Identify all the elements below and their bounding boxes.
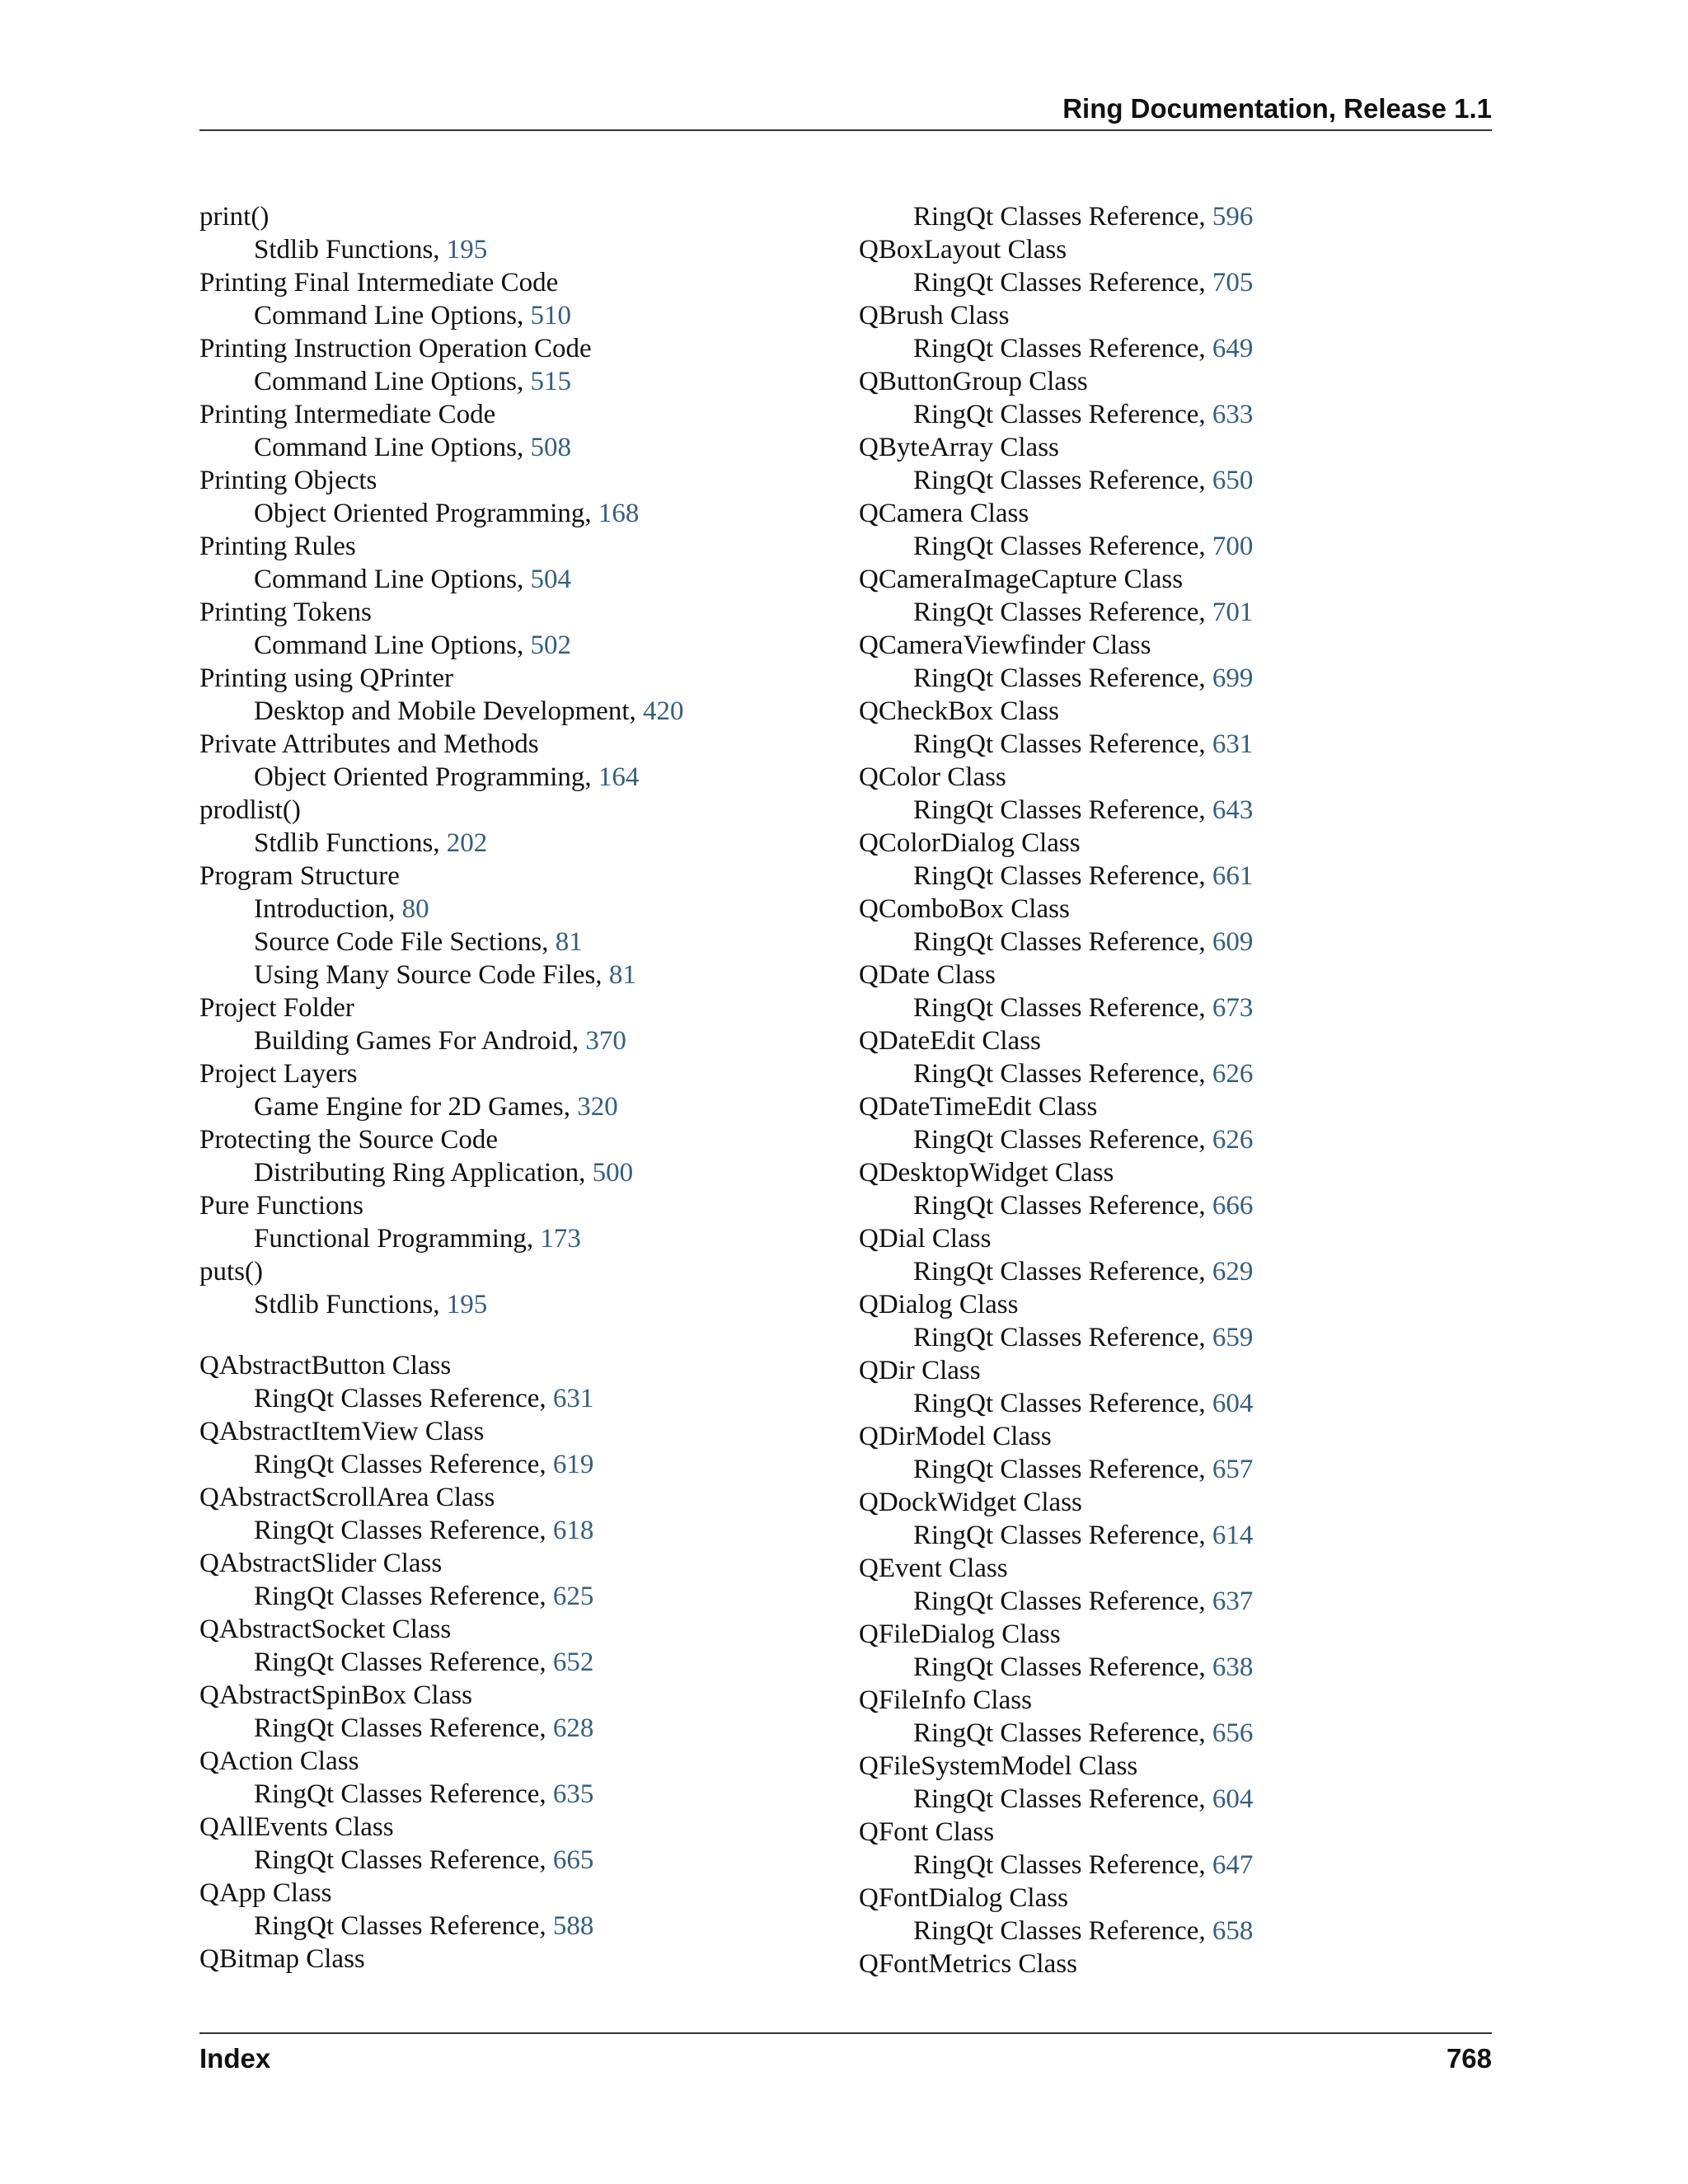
index-page-link[interactable]: 173 [540, 1224, 581, 1254]
index-subentry-text: RingQt Classes Reference, [913, 1652, 1212, 1682]
index-subentry [199, 1778, 826, 1811]
index-entry [199, 1255, 826, 1288]
index-subentry-text: RingQt Classes Reference, [913, 1323, 1212, 1352]
index-entry-text: Printing Intermediate Code [199, 400, 496, 429]
index-page-link[interactable]: 609 [1212, 927, 1254, 957]
index-entry [199, 1057, 826, 1090]
index-subentry [859, 1123, 1485, 1156]
index-entry [859, 1288, 1485, 1321]
index-subentry [859, 1717, 1485, 1750]
index-subentry [199, 233, 826, 266]
index-entry-text: QAbstractButton Class [199, 1351, 452, 1380]
index-subentry-text: RingQt Classes Reference, [913, 202, 1212, 232]
index-subentry-text: RingQt Classes Reference, [913, 795, 1212, 825]
index-page-link[interactable]: 650 [1212, 466, 1254, 495]
index-entry [859, 497, 1485, 530]
index-subentry-text: RingQt Classes Reference, [913, 1521, 1212, 1550]
index-page-link[interactable]: 508 [530, 433, 571, 462]
index-subentry-text: RingQt Classes Reference, [913, 532, 1212, 561]
index-page-link[interactable]: 370 [585, 1026, 626, 1056]
index-entry [859, 1354, 1485, 1387]
index-entry-text: QDockWidget Class [859, 1488, 1082, 1517]
index-subentry [199, 1646, 826, 1679]
index-subentry [859, 860, 1485, 893]
index-letter-gap [199, 1321, 826, 1349]
index-entry [859, 233, 1485, 266]
index-entry [199, 1679, 826, 1712]
index-entry [199, 1481, 826, 1514]
footer-page-number: 768 [1446, 2043, 1492, 2074]
index-page-link[interactable]: 637 [1212, 1586, 1254, 1616]
index-entry-text: QAllEvents Class [199, 1812, 394, 1842]
index-entry [199, 794, 826, 827]
index-subentry [199, 365, 826, 398]
page-header-title: Ring Documentation, Release 1.1 [1062, 93, 1492, 124]
index-page-link[interactable]: 635 [552, 1779, 594, 1809]
index-entry-text: QFileDialog Class [859, 1619, 1061, 1649]
index-page-link[interactable]: 649 [1212, 334, 1254, 363]
index-page-link[interactable]: 515 [530, 367, 571, 396]
index-entry [859, 563, 1485, 596]
index-page-link[interactable]: 629 [1212, 1257, 1254, 1286]
index-subentry-text: Object Oriented Programming, [254, 762, 598, 792]
index-page-link[interactable]: 80 [401, 894, 429, 924]
index-page-link[interactable]: 638 [1212, 1652, 1254, 1682]
index-subentry-text: Functional Programming, [254, 1224, 541, 1254]
index-entry [859, 1090, 1485, 1123]
index-entry-text: QAbstractSlider Class [199, 1549, 443, 1578]
index-subentry-text: Introduction, [254, 894, 402, 924]
index-subentry [859, 530, 1485, 563]
index-subentry-text: RingQt Classes Reference, [254, 1779, 553, 1809]
index-subentry [859, 1057, 1485, 1090]
index-subentry [199, 1288, 826, 1321]
index-entry [199, 662, 826, 695]
index-subentry [859, 991, 1485, 1024]
index-entry [199, 1745, 826, 1778]
index-subentry [199, 629, 826, 662]
index-subentry-text: RingQt Classes Reference, [913, 1257, 1212, 1286]
index-page-link[interactable]: 168 [598, 499, 640, 528]
index-subentry [859, 200, 1485, 233]
index-page-link[interactable]: 666 [1212, 1191, 1254, 1221]
index-page-link[interactable]: 81 [608, 960, 636, 990]
index-subentry [199, 1844, 826, 1877]
index-subentry [859, 926, 1485, 958]
index-page-link[interactable]: 699 [1212, 663, 1254, 693]
index-subentry [859, 1783, 1485, 1816]
index-entry-text: QDateTimeEdit Class [859, 1092, 1098, 1122]
index-entry-text: QButtonGroup Class [859, 367, 1088, 396]
index-subentry [199, 1910, 826, 1943]
index-subentry [199, 431, 826, 464]
index-entry [859, 827, 1485, 860]
index-subentry [199, 1382, 826, 1415]
index-entry [859, 1750, 1485, 1783]
index-subentry [199, 563, 826, 596]
index-entry-text: QDateEdit Class [859, 1026, 1041, 1056]
index-entry-text: QDial Class [859, 1224, 992, 1254]
index-page-link[interactable]: 656 [1212, 1718, 1254, 1748]
footer-section-label: Index [199, 2043, 271, 2074]
index-subentry-text: RingQt Classes Reference, [913, 1125, 1212, 1155]
index-subentry [859, 1255, 1485, 1288]
index-entry-text: QByteArray Class [859, 433, 1059, 462]
index-page-link[interactable]: 420 [643, 696, 684, 726]
index-entry-text: QFileSystemModel Class [859, 1751, 1138, 1781]
index-entry [859, 1816, 1485, 1849]
index-entry [199, 1547, 826, 1580]
index-subentry-text: RingQt Classes Reference, [254, 1911, 553, 1941]
index-page-link[interactable]: 195 [446, 1290, 488, 1319]
index-entry [199, 1123, 826, 1156]
index-subentry-text: RingQt Classes Reference, [254, 1713, 553, 1743]
index-page-link[interactable]: 661 [1212, 861, 1254, 891]
index-subentry-text: Stdlib Functions, [254, 828, 447, 858]
index-page-link[interactable]: 626 [1212, 1059, 1254, 1089]
index-subentry-text: RingQt Classes Reference, [913, 1059, 1212, 1089]
index-page-link[interactable]: 628 [552, 1713, 594, 1743]
index-entry [199, 200, 826, 233]
index-page-link[interactable]: 618 [552, 1516, 594, 1545]
index-subentry-text: RingQt Classes Reference, [913, 663, 1212, 693]
index-subentry [859, 794, 1485, 827]
index-page-link[interactable]: 81 [555, 927, 583, 957]
index-entry-text: QAbstractSocket Class [199, 1615, 452, 1644]
index-subentry-text: RingQt Classes Reference, [913, 1718, 1212, 1748]
index-entry [859, 1552, 1485, 1585]
index-page-link[interactable]: 604 [1212, 1389, 1254, 1418]
index-subentry-text: RingQt Classes Reference, [913, 1784, 1212, 1814]
index-entry-text: QBitmap Class [199, 1944, 365, 1974]
index-entry-text: QColor Class [859, 762, 1006, 792]
index-entry [859, 1486, 1485, 1519]
index-entry [199, 991, 826, 1024]
index-subentry [199, 299, 826, 332]
index-entry-text: QComboBox Class [859, 894, 1070, 924]
index-subentry [199, 1514, 826, 1547]
index-page-link[interactable]: 647 [1212, 1850, 1254, 1880]
index-subentry-text: Command Line Options, [254, 301, 531, 330]
index-entry-text: puts() [199, 1257, 263, 1286]
index-subentry-text: Source Code File Sections, [254, 927, 556, 957]
index-page-link[interactable]: 614 [1212, 1521, 1254, 1550]
index-subentry [859, 266, 1485, 299]
index-entry-text: Project Folder [199, 993, 354, 1023]
index-entry-text: Printing using QPrinter [199, 663, 454, 693]
index-entry-text: QFileInfo Class [859, 1685, 1032, 1715]
index-subentry-text: RingQt Classes Reference, [913, 1850, 1212, 1880]
index-entry-text: Printing Tokens [199, 598, 372, 627]
index-subentry-text: RingQt Classes Reference, [254, 1384, 553, 1413]
index-subentry-text: Command Line Options, [254, 565, 531, 594]
index-entry [199, 464, 826, 497]
index-subentry [199, 1580, 826, 1613]
index-page-link[interactable]: 164 [598, 762, 640, 792]
index-subentry [859, 398, 1485, 431]
index-subentry-text: RingQt Classes Reference, [913, 334, 1212, 363]
index-subentry [859, 1915, 1485, 1947]
index-subentry [859, 596, 1485, 629]
index-column-right [859, 200, 1485, 1980]
index-entry [859, 1222, 1485, 1255]
index-subentry-text: RingQt Classes Reference, [913, 1455, 1212, 1484]
index-page-link[interactable]: 643 [1212, 795, 1254, 825]
index-page-link[interactable]: 665 [552, 1845, 594, 1875]
index-page-link[interactable]: 633 [1212, 400, 1254, 429]
index-subentry [199, 827, 826, 860]
index-page-link[interactable]: 705 [1212, 268, 1254, 298]
index-subentry-text: RingQt Classes Reference, [913, 268, 1212, 298]
index-page-link[interactable]: 657 [1212, 1455, 1254, 1484]
index-entry-text: QFontMetrics Class [859, 1949, 1077, 1979]
index-column-left [199, 200, 826, 1975]
index-subentry [199, 1090, 826, 1123]
index-entry-text: QCheckBox Class [859, 696, 1059, 726]
index-subentry-text: RingQt Classes Reference, [913, 598, 1212, 627]
index-entry [199, 1415, 826, 1448]
index-subentry-text: RingQt Classes Reference, [254, 1647, 553, 1677]
index-entry-text: Protecting the Source Code [199, 1125, 499, 1155]
index-entry [199, 1613, 826, 1646]
index-entry [859, 629, 1485, 662]
index-page-link[interactable]: 604 [1212, 1784, 1254, 1814]
index-subentry-text: Building Games For Android, [254, 1026, 586, 1056]
index-subentry-text: Distributing Ring Application, [254, 1158, 593, 1188]
index-subentry-text: RingQt Classes Reference, [913, 1586, 1212, 1616]
index-subentry-text: RingQt Classes Reference, [913, 993, 1212, 1023]
index-subentry-text: RingQt Classes Reference, [913, 1916, 1212, 1946]
index-page-link[interactable]: 500 [592, 1158, 634, 1188]
index-entry [199, 530, 826, 563]
index-page-link[interactable]: 320 [577, 1092, 618, 1122]
index-entry [199, 1811, 826, 1844]
index-entry [199, 1877, 826, 1910]
index-entry-text: QAbstractSpinBox Class [199, 1680, 472, 1710]
index-subentry-text: Stdlib Functions, [254, 235, 447, 265]
index-subentry-text: RingQt Classes Reference, [913, 1191, 1212, 1221]
index-entry-text: QDir Class [859, 1356, 981, 1385]
index-entry-text: QBrush Class [859, 301, 1010, 330]
index-entry [199, 398, 826, 431]
index-entry-text: QEvent Class [859, 1554, 1008, 1583]
index-entry [199, 1943, 826, 1975]
index-page-link[interactable]: 588 [552, 1911, 594, 1941]
index-entry [859, 893, 1485, 926]
index-subentry-text: Stdlib Functions, [254, 1290, 447, 1319]
index-entry-text: QDirModel Class [859, 1422, 1052, 1451]
index-entry-text: QColorDialog Class [859, 828, 1081, 858]
index-entry [859, 1156, 1485, 1189]
index-page-link[interactable]: 701 [1212, 598, 1254, 627]
index-entry-text: QAbstractItemView Class [199, 1417, 485, 1446]
index-entry [199, 266, 826, 299]
index-subentry [199, 1712, 826, 1745]
index-page-link[interactable]: 652 [552, 1647, 594, 1677]
index-page-link[interactable]: 202 [446, 828, 488, 858]
index-subentry [199, 893, 826, 926]
index-page-link[interactable]: 673 [1212, 993, 1254, 1023]
index-entry-text: QBoxLayout Class [859, 235, 1067, 265]
index-page-link[interactable]: 658 [1212, 1916, 1254, 1946]
index-page-link[interactable]: 619 [552, 1450, 594, 1479]
index-page-link[interactable]: 625 [552, 1582, 594, 1611]
index-page-link[interactable]: 504 [530, 565, 571, 594]
index-entry [859, 431, 1485, 464]
index-entry-text: prodlist() [199, 795, 301, 825]
index-subentry-text: RingQt Classes Reference, [254, 1582, 553, 1611]
index-entry-text: Printing Final Intermediate Code [199, 268, 559, 298]
index-subentry [859, 1519, 1485, 1552]
index-entry [859, 1684, 1485, 1717]
index-page-link[interactable]: 659 [1212, 1323, 1254, 1352]
index-page-link[interactable]: 195 [446, 235, 488, 265]
index-entry [199, 860, 826, 893]
index-subentry-text: RingQt Classes Reference, [913, 927, 1212, 957]
index-page-link[interactable]: 510 [530, 301, 571, 330]
index-page-link[interactable]: 596 [1212, 202, 1254, 232]
index-subentry-text: Game Engine for 2D Games, [254, 1092, 578, 1122]
index-subentry-text: RingQt Classes Reference, [254, 1450, 553, 1479]
index-subentry-text: RingQt Classes Reference, [913, 861, 1212, 891]
index-page-link[interactable]: 626 [1212, 1125, 1254, 1155]
index-entry-text: QFont Class [859, 1817, 995, 1847]
index-entry [859, 761, 1485, 794]
index-entry-text: Pure Functions [199, 1191, 363, 1221]
index-subentry [199, 497, 826, 530]
index-entry [859, 299, 1485, 332]
index-subentry-text: Object Oriented Programming, [254, 499, 598, 528]
index-entry [859, 958, 1485, 991]
index-subentry [859, 728, 1485, 761]
index-entry-text: Program Structure [199, 861, 400, 891]
index-entry [199, 728, 826, 761]
index-subentry-text: RingQt Classes Reference, [913, 466, 1212, 495]
index-subentry [859, 1849, 1485, 1882]
index-subentry [199, 926, 826, 958]
index-entry-text: QDate Class [859, 960, 996, 990]
index-subentry [199, 1222, 826, 1255]
index-entry-text: Printing Objects [199, 466, 377, 495]
index-entry [859, 1420, 1485, 1453]
index-entry-text: QAbstractScrollArea Class [199, 1483, 495, 1512]
index-entry [199, 1349, 826, 1382]
index-entry-text: Printing Instruction Operation Code [199, 334, 592, 363]
index-subentry [199, 1024, 826, 1057]
index-entry-text: QAction Class [199, 1746, 359, 1776]
index-subentry [859, 662, 1485, 695]
index-entry-text: QFontDialog Class [859, 1883, 1068, 1913]
index-subentry-text: RingQt Classes Reference, [254, 1845, 553, 1875]
index-subentry-text: Command Line Options, [254, 367, 531, 396]
index-subentry-text: Desktop and Mobile Development, [254, 696, 643, 726]
index-subentry-text: Using Many Source Code Files, [254, 960, 609, 990]
index-subentry [199, 761, 826, 794]
index-subentry [859, 1387, 1485, 1420]
index-page-link[interactable]: 700 [1212, 532, 1254, 561]
index-entry-text: Printing Rules [199, 532, 356, 561]
index-subentry [859, 1585, 1485, 1618]
index-entry [199, 332, 826, 365]
footer-divider [199, 2032, 1492, 2034]
header-divider [199, 129, 1492, 131]
index-subentry-text: RingQt Classes Reference, [913, 400, 1212, 429]
index-subentry [199, 695, 826, 728]
index-entry-text: QDialog Class [859, 1290, 1019, 1319]
index-entry [859, 695, 1485, 728]
index-subentry-text: Command Line Options, [254, 433, 531, 462]
index-subentry [859, 1453, 1485, 1486]
index-page-link[interactable]: 631 [1212, 729, 1254, 759]
index-subentry-text: RingQt Classes Reference, [913, 1389, 1212, 1418]
index-subentry [859, 464, 1485, 497]
index-entry-text: QApp Class [199, 1878, 332, 1908]
index-subentry-text: RingQt Classes Reference, [254, 1516, 553, 1545]
index-entry-text: QCamera Class [859, 499, 1029, 528]
index-subentry [199, 958, 826, 991]
index-subentry-text: RingQt Classes Reference, [913, 729, 1212, 759]
index-entry [859, 1947, 1485, 1980]
index-subentry [199, 1156, 826, 1189]
index-entry-text: QCameraImageCapture Class [859, 565, 1184, 594]
index-subentry [859, 1189, 1485, 1222]
index-entry [199, 596, 826, 629]
index-entry [859, 1618, 1485, 1651]
index-entry-text: print() [199, 202, 270, 232]
index-entry [859, 1882, 1485, 1915]
index-subentry [859, 332, 1485, 365]
index-entry-text: QCameraViewfinder Class [859, 630, 1151, 660]
index-entry [859, 1024, 1485, 1057]
index-subentry [859, 1651, 1485, 1684]
index-entry [199, 1189, 826, 1222]
index-page-link[interactable]: 631 [552, 1384, 594, 1413]
index-subentry [859, 1321, 1485, 1354]
index-entry [859, 365, 1485, 398]
index-entry-text: Project Layers [199, 1059, 358, 1089]
index-subentry [199, 1448, 826, 1481]
index-page-link[interactable]: 502 [530, 630, 571, 660]
index-entry-text: QDesktopWidget Class [859, 1158, 1114, 1188]
index-subentry-text: Command Line Options, [254, 630, 531, 660]
index-entry-text: Private Attributes and Methods [199, 729, 539, 759]
